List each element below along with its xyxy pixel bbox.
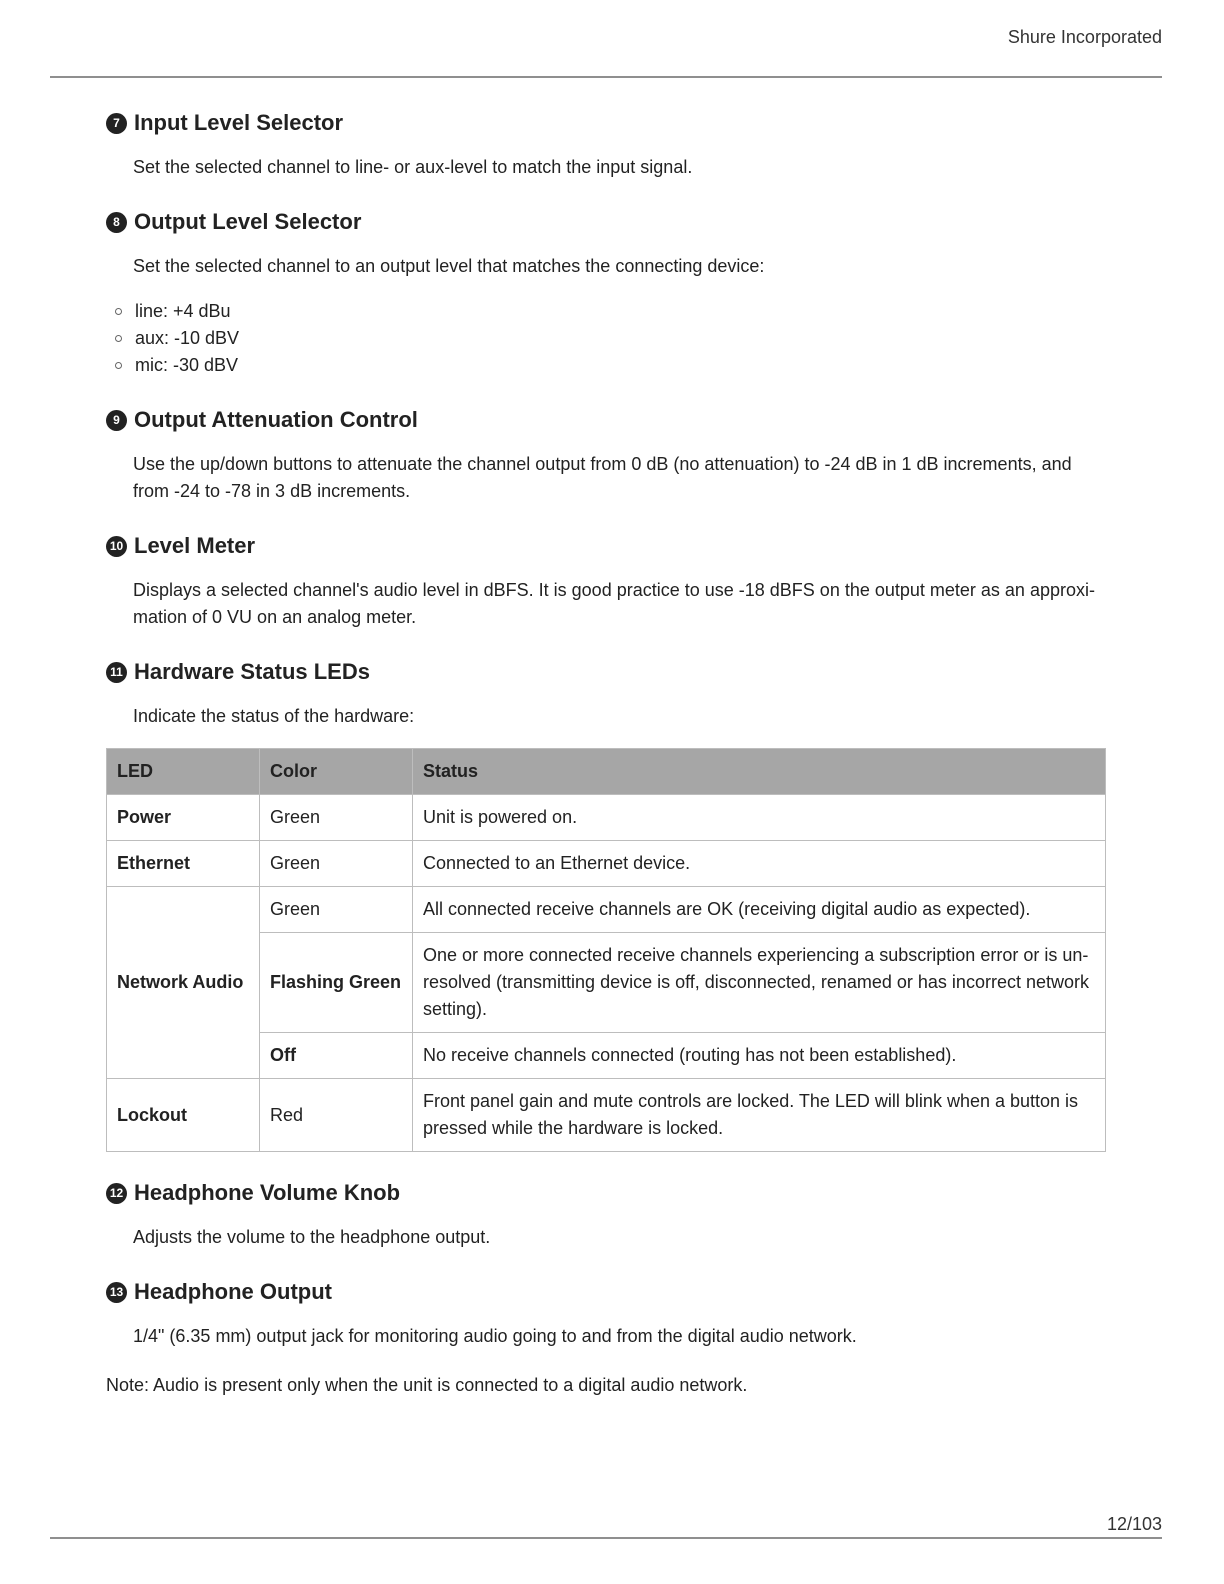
section-text: Use the up/down buttons to attenuate the channel output from 0 dB (no attenuation) to -24 dB in 1 dB increments, and from -24 to -78 in 3 dB increments. [133, 454, 1072, 501]
header-divider [50, 76, 1162, 78]
section-number-badge: 11 [106, 662, 127, 683]
list-item [106, 298, 1106, 325]
led-color-cell: Red [260, 1079, 413, 1152]
section-input-level-selector [106, 108, 1106, 181]
led-status-cell: Connected to an Ethernet device. [413, 841, 1106, 887]
led-color-cell: Green [260, 887, 413, 933]
section-output-attenuation-control [106, 405, 1106, 505]
bullet-circle-icon [115, 308, 122, 315]
section-title: Hardware Status LEDs [134, 659, 370, 684]
led-name-cell: Ethernet [107, 841, 260, 887]
section-number-badge: 9 [106, 410, 127, 431]
led-name-cell: Power [107, 795, 260, 841]
section-text: 1/4" (6.35 mm) output jack for monitoring audio going to and from the digital audio network. [133, 1326, 857, 1346]
section-headphone-output [106, 1277, 1106, 1350]
section-text: Set the selected channel to an output level that matches the connecting device: [133, 256, 765, 276]
section-title: Headphone Volume Knob [134, 1180, 401, 1205]
section-level-meter [106, 531, 1106, 631]
list-item [106, 352, 1106, 379]
led-color-cell: Green [260, 795, 413, 841]
led-status-cell: No receive channels connected (routing has not been established). [413, 1033, 1106, 1079]
header-company: Shure Incorporated [1007, 27, 1162, 47]
page-content [106, 108, 1106, 1399]
led-name-cell: Network Audio [107, 887, 260, 1079]
column-header-status: Status [413, 749, 1106, 795]
section-text: Adjusts the volume to the headphone output. [133, 1227, 491, 1247]
section-heading [106, 108, 1106, 138]
bullet-circle-icon [115, 335, 122, 342]
section-heading [106, 1178, 1106, 1208]
table-header-row [107, 749, 1106, 795]
section-text: Set the selected channel to line- or aux-level to match the input signal. [133, 157, 693, 177]
list-item-text: aux: -10 dBV [135, 328, 240, 348]
section-title: Output Attenuation Control [134, 407, 418, 432]
section-number-badge: 12 [106, 1183, 127, 1204]
section-text: Displays a selected channel's audio level in dBFS. It is good practice to use -18 dBFS on the output meter as an approxi-mation of 0 VU on an analog meter. [133, 580, 1095, 627]
led-status-cell: One or more connected receive channels experiencing a subscription error or is un-resolved (transmitting device is off, disconnected, renamed or has incorrect network setting). [413, 933, 1106, 1033]
list-item [106, 325, 1106, 352]
bullet-circle-icon [115, 362, 122, 369]
section-hardware-status-leds [106, 657, 1106, 1152]
column-header-color: Color [260, 749, 413, 795]
section-output-level-selector [106, 207, 1106, 379]
section-number-badge: 7 [106, 113, 127, 134]
section-heading [106, 657, 1106, 687]
section-heading [106, 1277, 1106, 1307]
table-row [107, 1079, 1106, 1152]
page-number: 12/103 [1106, 1514, 1162, 1534]
list-item-text: line: +4 dBu [135, 301, 231, 321]
table-row [107, 841, 1106, 887]
list-item-text: mic: -30 dBV [135, 355, 239, 375]
footer-divider [50, 1537, 1162, 1539]
section-title: Output Level Selector [134, 209, 362, 234]
led-color-cell: Green [260, 841, 413, 887]
section-heading [106, 405, 1106, 435]
section-number-badge: 10 [106, 536, 127, 557]
table-row [107, 887, 1106, 933]
column-header-led: LED [107, 749, 260, 795]
output-level-list [106, 298, 1106, 379]
table-row [107, 795, 1106, 841]
section-number-badge: 8 [106, 212, 127, 233]
section-number-badge: 13 [106, 1282, 127, 1303]
led-status-cell: All connected receive channels are OK (receiving digital audio as expected). [413, 887, 1106, 933]
note-text: Note: Audio is present only when the unit is connected to a digital audio network. [106, 1375, 748, 1395]
led-color-cell: Flashing Green [260, 933, 413, 1033]
led-status-cell: Unit is powered on. [413, 795, 1106, 841]
section-title: Level Meter [134, 533, 256, 558]
led-name-cell: Lockout [107, 1079, 260, 1152]
led-status-table [106, 748, 1106, 1152]
led-color-cell: Off [260, 1033, 413, 1079]
section-headphone-volume-knob [106, 1178, 1106, 1251]
section-text: Indicate the status of the hardware: [133, 706, 415, 726]
section-title: Headphone Output [134, 1279, 332, 1304]
section-heading [106, 207, 1106, 237]
section-title: Input Level Selector [134, 110, 344, 135]
led-status-cell: Front panel gain and mute controls are locked. The LED will blink when a button is pressed while the hardware is locked. [413, 1079, 1106, 1152]
section-heading [106, 531, 1106, 561]
